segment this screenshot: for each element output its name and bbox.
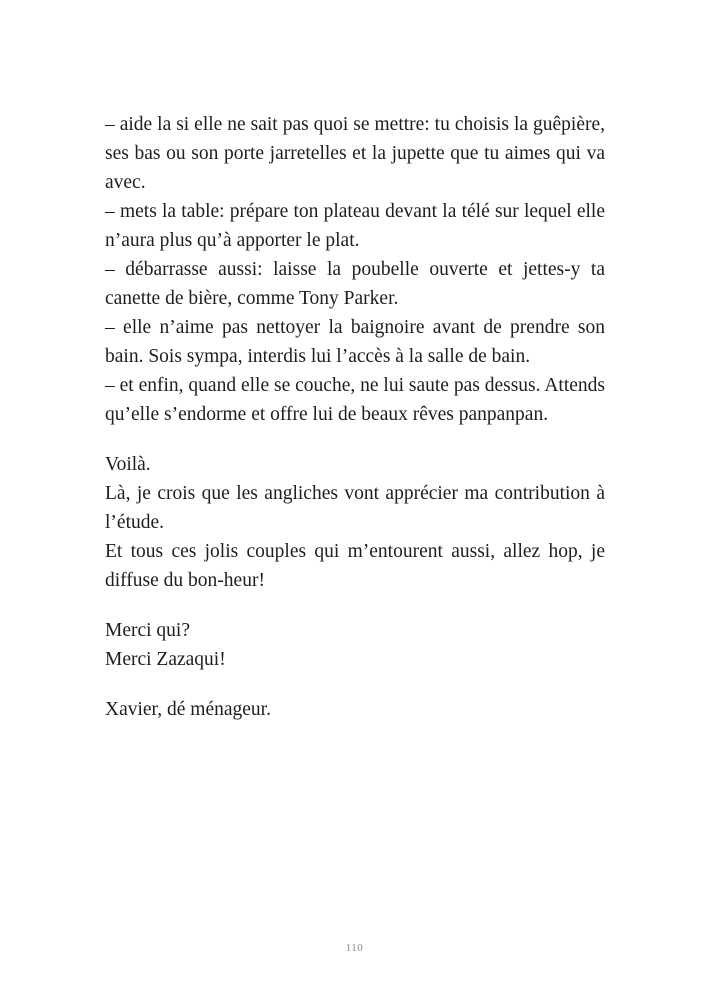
paragraph-group-list [105, 110, 605, 429]
paragraph: Voilà. [105, 454, 151, 475]
paragraph-group-signature [105, 695, 605, 724]
text-content [105, 110, 605, 724]
paragraph: Et tous ces jolis couples qui m’entourent aussi, allez hop, je diffuse du bon-heur! [105, 541, 605, 591]
paragraph: – débarrasse aussi: laisse la poubelle ouverte et jettes-y ta canette de bière, comme Tony Parker. [105, 259, 605, 309]
paragraph: Merci qui? [105, 620, 191, 641]
paragraph: – aide la si elle ne sait pas quoi se mettre: tu choisis la guêpière, ses bas ou son porte jarretelles et la jupette que tu aimes qui va avec. [105, 114, 605, 193]
paragraph: Là, je crois que les angliches vont apprécier ma contribution à l’étude. [105, 483, 605, 533]
paragraph-group-merci [105, 616, 605, 674]
paragraph: – et enfin, quand elle se couche, ne lui saute pas dessus. Attends qu’elle s’endorme et offre lui de beaux rêves panpanpan. [105, 375, 605, 425]
paragraph: – mets la table: prépare ton plateau devant la télé sur lequel elle n’aura plus qu’à apporter le plat. [105, 201, 605, 251]
paragraph: – elle n’aime pas nettoyer la baignoire avant de prendre son bain. Sois sympa, interdis lui l’accès à la salle de bain. [105, 317, 605, 367]
paragraph-group-commentary [105, 450, 605, 595]
paragraph: Merci Zazaqui! [105, 649, 226, 670]
page-number: 110 [345, 942, 364, 954]
paragraph: Xavier, dé ménageur. [105, 699, 271, 720]
